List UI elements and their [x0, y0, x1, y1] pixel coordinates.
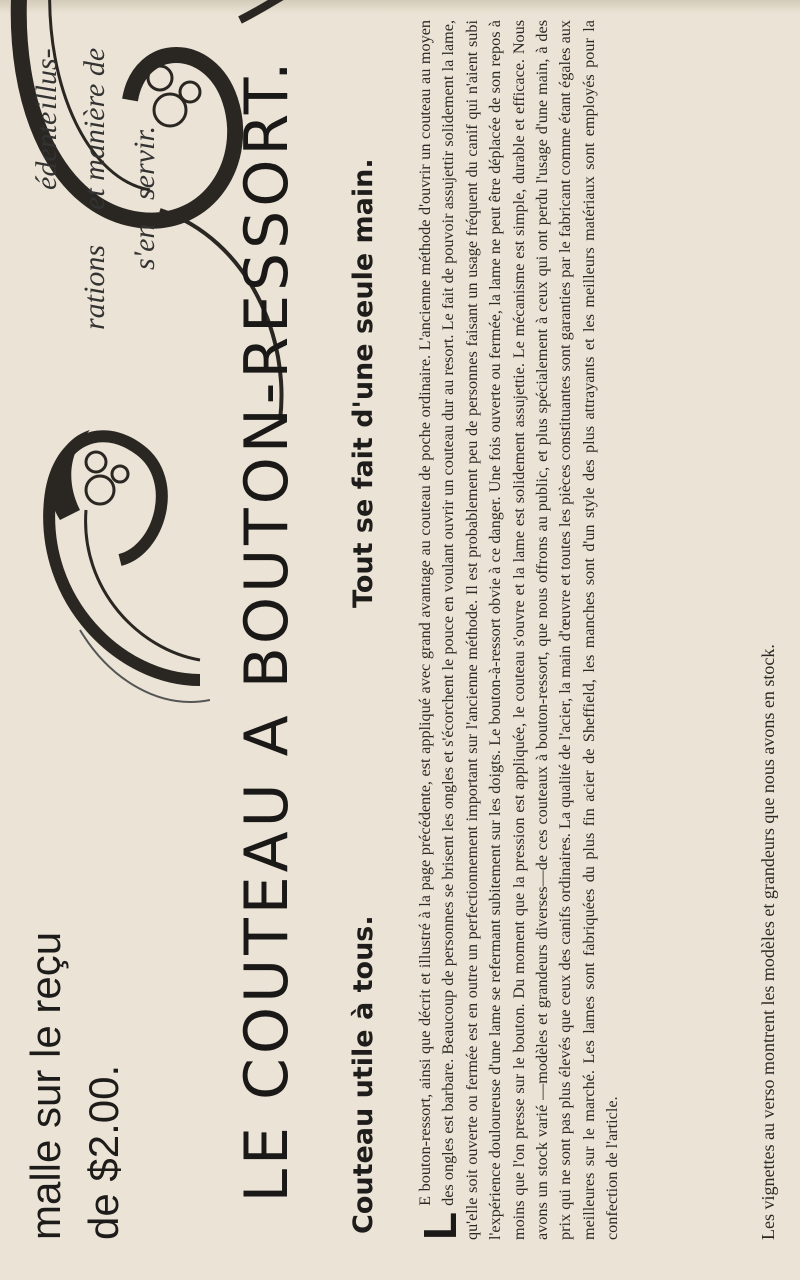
fragment-2: rations: [78, 244, 111, 330]
fragment-4: s'en: [128, 223, 161, 270]
subtitle-right: Tout se fait d'une seule main.: [348, 158, 379, 608]
body-text: [414, 20, 625, 1240]
fragment-3: et manière de: [78, 47, 111, 210]
footer-note: Les vignettes au verso montrent les modèles et grandeurs que nous avons en stock.: [758, 644, 778, 1240]
subtitle-left: Couteau utile à tous.: [348, 915, 379, 1234]
page-title: LE COUTEAU A BOUTON-RESSORT.: [232, 57, 302, 1203]
drop-cap: L: [414, 1211, 466, 1240]
fragment-5: servir.: [128, 125, 161, 200]
fragment-1: illus-: [30, 48, 63, 110]
fragment-0: édente: [30, 111, 63, 190]
body-paragraph: [414, 20, 625, 1240]
body-paragraph-text: E bouton-ressort, ainsi que décrit et illustré à la page précédente, est appliqué avec grand avantage au couteau de poche ordinaire. L'ancienne méthode d'ouvrir un couteau au moyen des ongles est barbare. Beaucoup de personnes se brisent les ongles et s'écorchent le pouce en voulant ouvrir un couteau dur au resort. Le fait de pouvoir assujettir solidement la lame, qu'elle soit ouverte ou fermée est en outre un perfectionnement important sur l'ancienne méthode. Il est probablement peu de personnes faisant un usage fréquent du canif qui n'aient subi l'expérience douloureuse d'une lame se refermant subitement sur les doigts. Le bouton-à-ressort obvie à ce danger. Une fois ouverte ou fermée, la lame ne peut être déplacée de son repos à moins que l'on presse sur le bouton. Du moment que la pression est appliquée, le couteau s'ouvre et la lame est solidement assujettie. Le mécanisme est simple, durable et efficace. Nous avons un stock varié —modèles et grandeurs diverses—de ces couteaux à bouton-ressort, que nous offrons au public, et plus spécialement à ceux qui ont perdu l'usage d'une main, à des prix qui ne sont pas plus élevés que ceux des canifs ordinaires. La qualité de l'acier, la main d'œuvre et toutes les pièces constituantes sont garanties par le fabricant comme étant égales aux meilleures sur le marché. Les lames sont fabriquées du plus fin acier de Sheffield, les manches sont d'un style des plus attrayants et les meilleurs matériaux sont employés pour la confection de l'article.: [416, 20, 622, 1240]
cut-text-line-2: de $2.00.: [80, 1064, 127, 1240]
cut-text-line-1: malle sur le reçu: [22, 931, 69, 1240]
